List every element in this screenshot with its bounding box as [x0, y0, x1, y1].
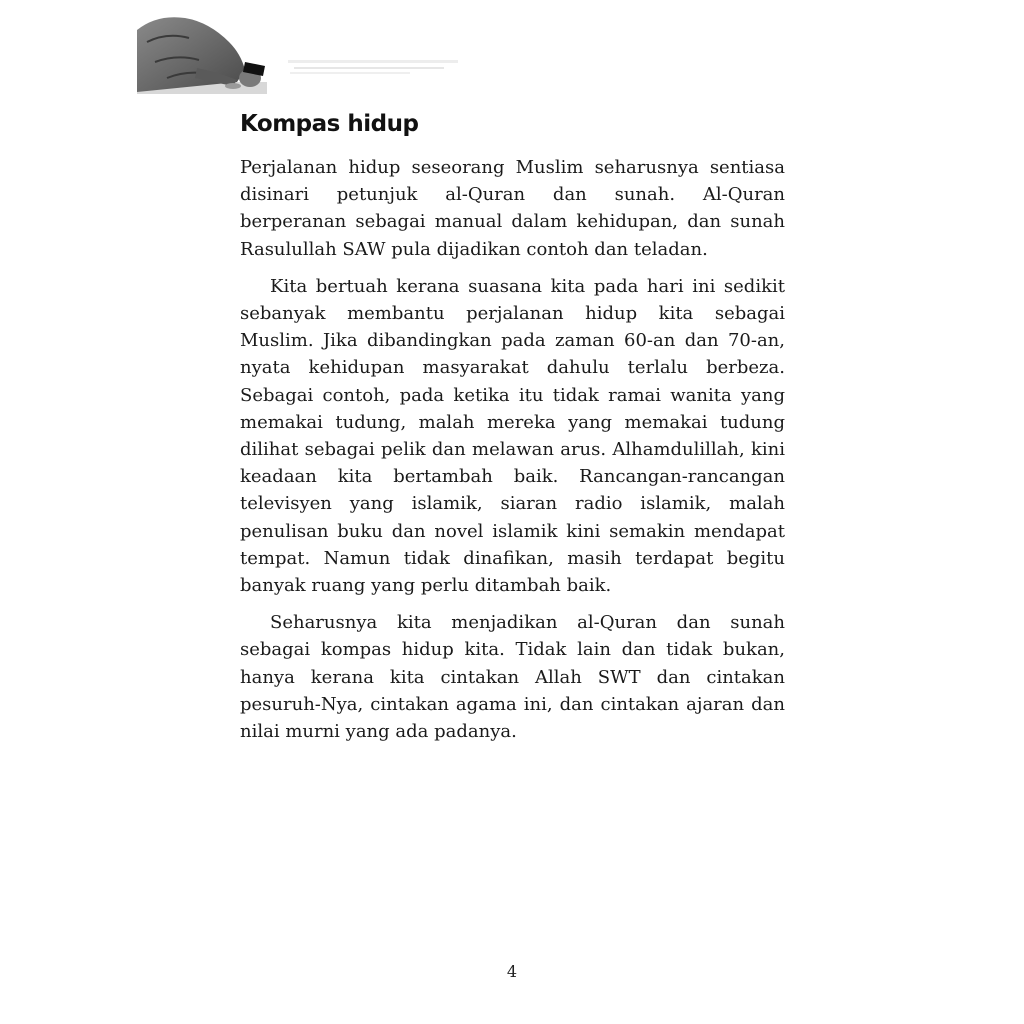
page-content: [240, 108, 785, 755]
paragraph-1: Perjalanan hidup seseorang Muslim seharusnya sentiasa disinari petunjuk al-Quran dan sunah. Al-Quran berperanan sebagai manual dalam kehidupan, dan sunah Rasulullah SAW pula dijadikan contoh dan teladan.: [240, 157, 785, 260]
page-number: 4: [506, 962, 518, 981]
header-faded-decoration: [288, 58, 464, 78]
section-title: Kompas hidup: [240, 111, 419, 137]
header-prayer-illustration: [137, 12, 272, 94]
paragraph-2: Kita bertuah kerana suasana kita pada hari ini sedikit sebanyak membantu perjalanan hidup kita sebagai Muslim. Jika dibandingkan pada zaman 60-an dan 70-an, nyata kehidupan masyarakat dahulu terlalu berbeza. Sebagai contoh, pada ketika itu tidak ramai wanita yang memakai tudung, malah mereka yang memakai tudung dilihat sebagai pelik dan melawan arus. Alhamdulillah, kini keadaan kita bertambah baik. Rancangan-rancangan televisyen yang islamik, siaran radio islamik, malah penulisan buku dan novel islamik kini semakin mendapat tempat. Namun tidak dinafikan, masih terdapat begitu banyak ruang yang perlu ditambah baik.: [240, 275, 785, 597]
paragraph-3: Seharusnya kita menjadikan al-Quran dan sunah sebagai kompas hidup kita. Tidak lain dan tidak bukan, hanya kerana kita cintakan Allah SWT dan cintakan pesuruh-Nya, cintakan agama ini, dan cintakan ajaran dan nilai murni yang ada padanya.: [240, 612, 785, 743]
